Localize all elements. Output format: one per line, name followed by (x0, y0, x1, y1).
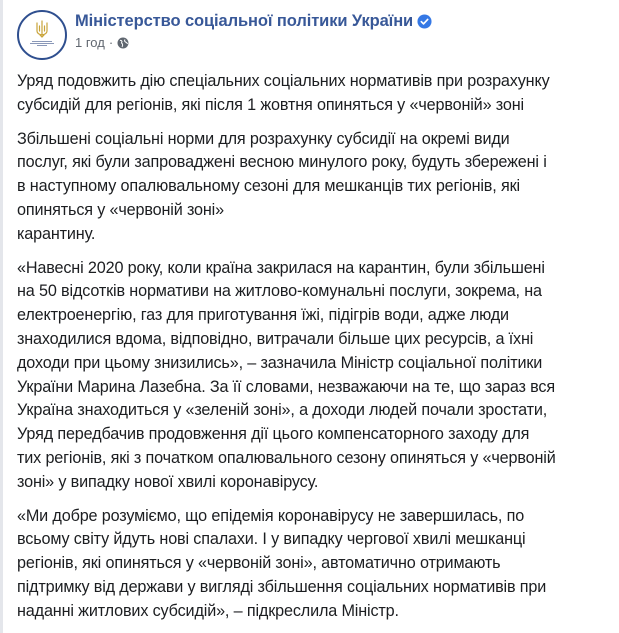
text-line: доходи при цьому знизились», – зазначила Міністр соціальної політики (17, 353, 543, 372)
text-line: в наступному опалювальному сезоні для мешканців тих регіонів, які (17, 177, 520, 196)
text-line: Уряд передбачив продовження дії цього компенсаторного заходу для (17, 425, 530, 444)
text-line: України Марина Лазебна. За її словами, незважаючи на те, що зараз вся (17, 377, 555, 396)
paragraph-4 (17, 505, 617, 624)
text-line: на 50 відсотків нормативи на житлово-комунальні послуги, зокрема, на (17, 282, 542, 301)
text-line: послуг, які були запроваджені весною минулого року, будуть збережені і (17, 153, 547, 172)
text-line: Уряд подовжить дію спеціальних соціальних нормативів при розрахунку (17, 72, 550, 90)
text-line: субсидій для регіонів, які після 1 жовтня опиняться у «червоній» зоні (17, 95, 524, 114)
text-line: зоні» у випадку нової хвилі коронавірусу. (17, 472, 319, 491)
page-name-link[interactable]: Міністерство соціальної політики України (75, 12, 414, 30)
post-body (17, 70, 617, 624)
text-line: тих регіонів, які з початком опалювального сезону опиняться у «червоній (17, 448, 556, 467)
text-line: Збільшені соціальні норми для розрахунку субсидії на окремі види (17, 129, 510, 148)
paragraph-3 (17, 257, 617, 495)
text-line: «Навесні 2020 року, коли країна закрилася на карантин, були збільшені (17, 258, 545, 277)
text-line: Україна знаходиться у «зеленій зоні», а доходи людей почали зростати, (17, 401, 548, 420)
text-line: всьому світу йдуть нові спалахи. І у випадку чергової хвилі мешканці (17, 530, 526, 549)
separator-dot: · (108, 35, 114, 50)
text-line: «Ми добре розуміємо, що епідемія коронавірусу не завершилась, по (17, 506, 525, 525)
text-line: опиняться у «червоній зоні» (17, 200, 224, 219)
text-line: карантину. (17, 224, 96, 243)
verified-badge-icon (417, 14, 432, 29)
text-line: знаходилися вдома, відповідно, витрачали більше цих ресурсів, а їхні (17, 329, 534, 348)
avatar[interactable] (17, 10, 67, 60)
trident-icon (35, 20, 49, 38)
post-header (17, 10, 432, 60)
paragraph-2 (17, 128, 617, 247)
text-line: підтримку від держави у вигляді збільшення соціальних нормативів при (17, 577, 547, 596)
paragraph-1 (17, 70, 617, 118)
post-meta (75, 12, 432, 50)
text-line: електроенергію, газ для приготування їжі, підігрів води, адже люди (17, 306, 509, 325)
avatar-caption-lines (30, 41, 54, 46)
post-timestamp-link[interactable]: 1 год (75, 35, 105, 50)
text-line: наданні житлових субсидій», – підкреслила Міністр. (17, 601, 399, 620)
text-line: регіонів, які опиняться у «червоній зоні», автоматично отримають (17, 554, 501, 573)
globe-icon[interactable] (117, 37, 129, 49)
